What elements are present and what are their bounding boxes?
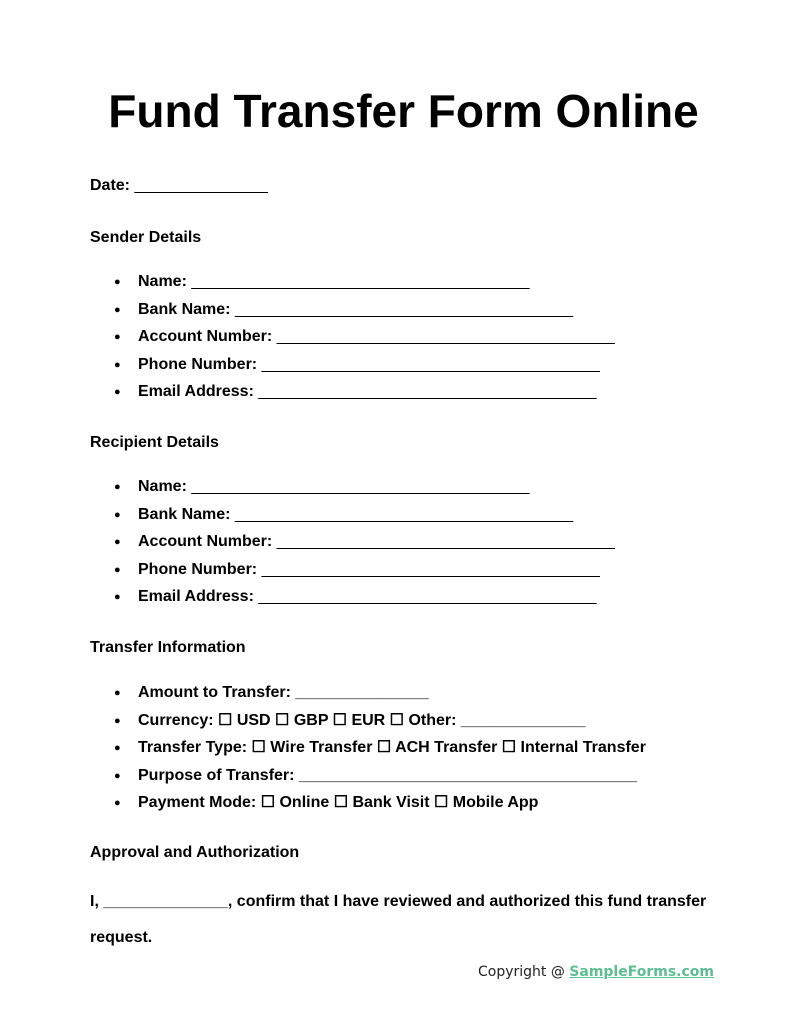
field-label: Name: (138, 273, 187, 290)
copyright-text: Copyright @ (477, 964, 570, 980)
recipient-name-item (90, 477, 615, 505)
recipient-phone-number-item (90, 560, 615, 588)
amount-to-transfer-item[interactable]: ● Amount to Transfer: _______________ (90, 683, 646, 711)
field-blank[interactable]: ______________________________________ (191, 478, 530, 495)
copyright-footer (478, 964, 714, 980)
field-label: Account Number: (138, 533, 273, 551)
recipient-fields-list (90, 477, 615, 615)
field-label: Email Address: (138, 588, 254, 606)
sender-phone-number-item (90, 355, 615, 383)
sender-bank-name-item (90, 300, 615, 328)
field-blank[interactable]: ______________________________________ (234, 505, 574, 523)
payment-mode-options-item[interactable]: ● Payment Mode: ☐ Online ☐ Bank Visit ☐ Mobile App (90, 793, 646, 821)
field-blank[interactable]: ______________________________________ (261, 560, 600, 578)
sender-email-address-item (90, 382, 615, 410)
sender-details-heading: Sender Details (90, 229, 202, 246)
transfer-type-options-item[interactable]: ● Transfer Type: ☐ Wire Transfer ☐ ACH Transfer ☐ Internal Transfer (90, 738, 646, 766)
field-label: Name: (138, 478, 187, 495)
sender-name-item (90, 272, 615, 300)
date-field (90, 177, 268, 195)
currency-options-item[interactable]: ● Currency: ☐ USD ☐ GBP ☐ EUR ☐ Other: ______________ (90, 711, 646, 739)
field-blank[interactable]: ______________________________________ (258, 588, 597, 606)
date-blank[interactable]: _______________ (134, 177, 268, 194)
field-label: Phone Number: (138, 560, 258, 578)
field-blank[interactable]: ______________________________________ (276, 328, 615, 346)
recipient-bank-name-item (90, 505, 615, 533)
page-title: Fund Transfer Form Online (108, 85, 699, 137)
field-blank[interactable]: ______________________________________ (234, 300, 574, 318)
approval-heading: Approval and Authorization (90, 844, 300, 861)
field-label: Account Number: (138, 328, 273, 346)
sampleforms-link[interactable]: SampleForms.com (569, 964, 714, 980)
recipient-details-heading: Recipient Details (90, 434, 219, 451)
field-label: Bank Name: (138, 505, 231, 523)
recipient-email-address-item (90, 587, 615, 615)
recipient-account-number-item (90, 532, 615, 560)
field-label: Phone Number: (138, 355, 258, 373)
date-label: Date: (90, 177, 131, 194)
field-blank[interactable]: ______________________________________ (276, 533, 615, 551)
transfer-fields-list (90, 683, 646, 821)
transfer-information-heading: Transfer Information (90, 639, 246, 656)
sender-fields-list (90, 272, 615, 410)
field-label: Email Address: (138, 383, 254, 401)
field-blank[interactable]: ______________________________________ (191, 273, 530, 290)
field-label: Bank Name: (138, 300, 231, 318)
field-blank[interactable]: ______________________________________ (261, 355, 600, 373)
purpose-of-transfer-item[interactable]: ● Purpose of Transfer: ______________________________________ (90, 766, 646, 794)
field-blank[interactable]: ______________________________________ (258, 383, 597, 401)
authorization-statement: I, ______________, confirm that I have reviewed and authorized this fund transfer request. (90, 893, 707, 946)
sender-account-number-item (90, 327, 615, 355)
